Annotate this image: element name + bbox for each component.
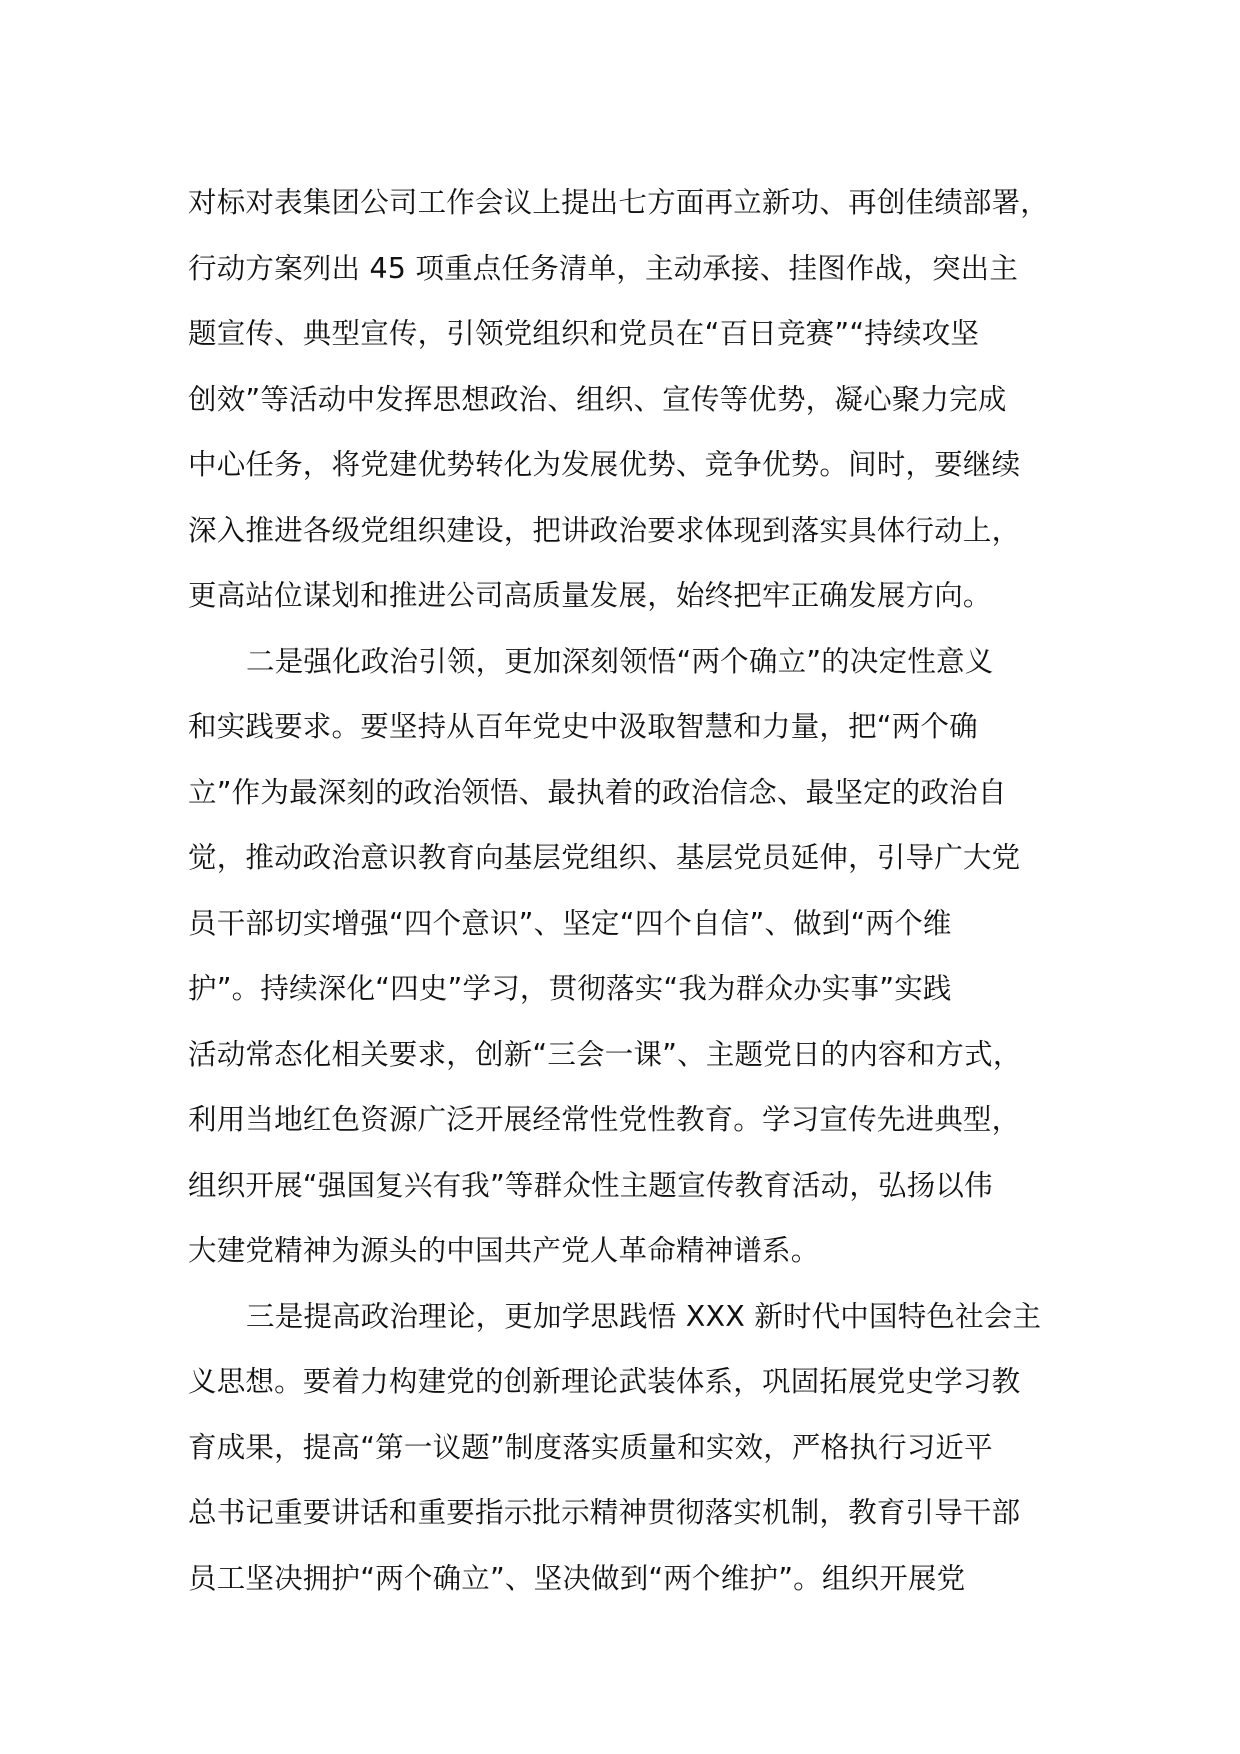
- text-line: 总书记重要讲话和重要指示批示精神贯彻落实机制，教育引导干部: [188, 1496, 1021, 1529]
- text-line: 更高站位谋划和推进公司高质量发展，始终把牢正确发展方向。: [188, 579, 992, 612]
- text-line: 大建党精神为源头的中国共产党人革命精神谱系。: [188, 1234, 820, 1267]
- text-line: 利用当地红色资源广泛开展经常性党性教育。学习宣传先进典型，: [188, 1103, 1021, 1136]
- text-line: 育成果，提高“第一议题”制度落实质量和实效，严格执行习近平: [188, 1430, 993, 1464]
- text-line: 和实践要求。要坚持从百年党史中汲取智慧和力量，把“两个确: [188, 710, 978, 743]
- text-line: 行动方案列出 45 项重点任务清单，主动承接、挂图作战，突出主: [188, 251, 1019, 285]
- text-line: 觉，推动政治意识教育向基层党组织、基层党员延伸，引导广大党: [188, 841, 1021, 874]
- paragraph-start-line: 二是强化政治引领，更加深刻领悟“两个确立”的决定性意义: [246, 644, 994, 678]
- paragraph-start-line: 三是提高政治理论，更加学思践悟 XXX 新时代中国特色社会主: [246, 1299, 1042, 1333]
- text-line: 深入推进各级党组织建设，把讲政治要求体现到落实具体行动上，: [188, 513, 1021, 547]
- text-line: 组织开展“强国复兴有我”等群众性主题宣传教育活动，弘扬以伟: [188, 1168, 993, 1202]
- text-line: 对标对表集团公司工作会议上提出七方面再立新功、再创佳绩部署，: [188, 186, 1050, 219]
- text-line: 员干部切实增强“四个意识”、坚定“四个自信”、做到“两个维: [188, 906, 952, 940]
- body-text: [188, 170, 1068, 1611]
- text-line: 护”。持续深化“四史”学习，贯彻落实“我为群众办实事”实践: [188, 972, 952, 1005]
- text-line: 创效”等活动中发挥思想政治、组织、宣传等优势，凝心聚力完成: [188, 382, 1007, 416]
- text-line: 活动常态化相关要求，创新“三会一课”、主题党日的内容和方式，: [188, 1037, 1022, 1071]
- text-line: 中心任务，将党建优势转化为发展优势、竞争优势。间时，要继续: [188, 448, 1021, 481]
- text-line: 义思想。要着力构建党的创新理论武装体系，巩固拓展党史学习教: [188, 1365, 1021, 1398]
- text-line: 题宣传、典型宣传，引领党组织和党员在“百日竞赛”“持续攻坚: [188, 317, 980, 350]
- text-line: 立”作为最深刻的政治领悟、最执着的政治信念、最坚定的政治自: [188, 775, 1007, 809]
- text-line: 员工坚决拥护“两个确立”、坚决做到“两个维护”。组织开展党: [188, 1561, 966, 1595]
